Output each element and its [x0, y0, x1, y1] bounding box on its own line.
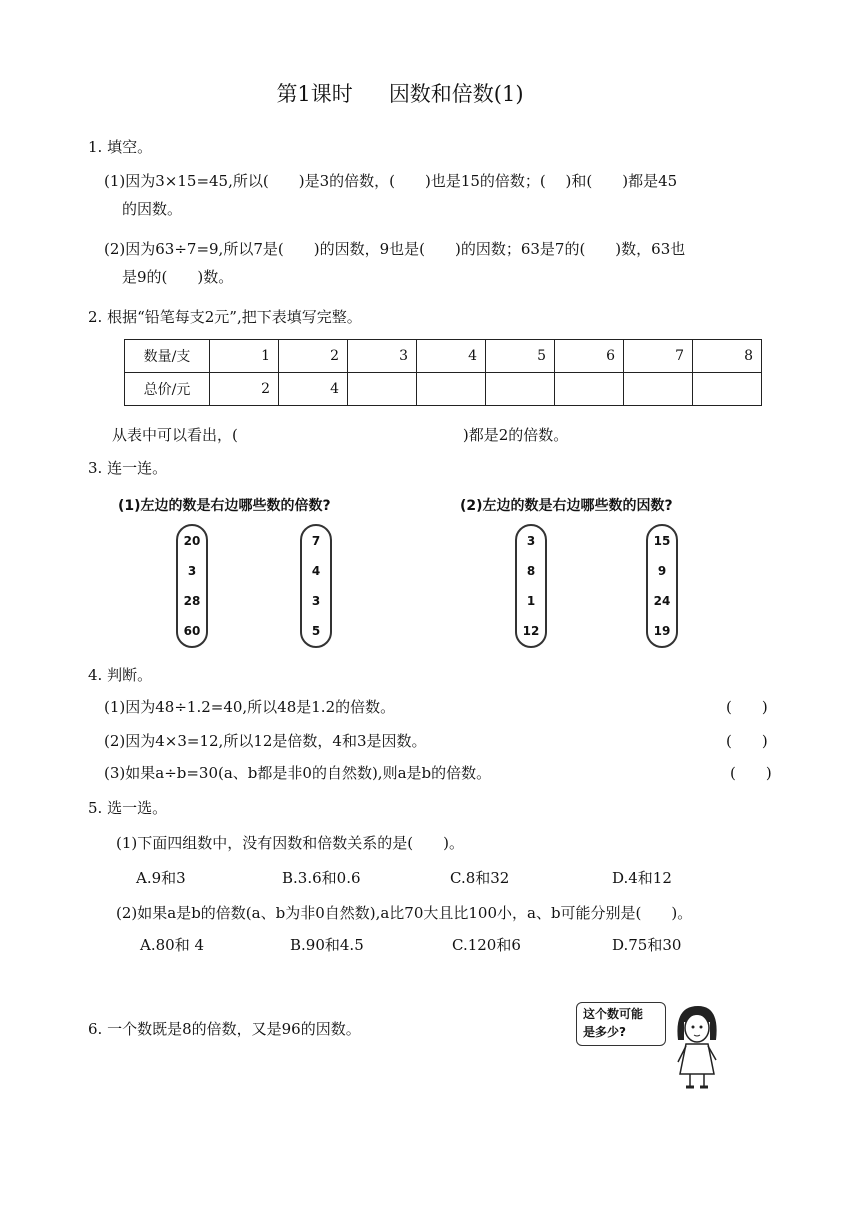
number[interactable]: 3: [311, 594, 321, 608]
number[interactable]: 12: [522, 624, 540, 638]
number[interactable]: 3: [526, 534, 536, 548]
q4-item-2: (2)因为4×3=12,所以12是倍数，4和3是因数。: [104, 732, 427, 750]
lesson-number: 第1课时: [276, 82, 353, 106]
option[interactable]: C.8和32: [450, 869, 510, 887]
table-cell: 4: [417, 340, 486, 373]
q2-heading: 2. 根据“铅笔每支2元”,把下表填写完整。: [88, 308, 362, 326]
pill-group-2b: [646, 524, 678, 648]
number[interactable]: 28: [183, 594, 201, 608]
number[interactable]: 7: [311, 534, 321, 548]
option[interactable]: C.120和6: [452, 936, 521, 954]
q5-part1: (1)下面四组数中，没有因数和倍数关系的是( )。: [116, 834, 464, 852]
number[interactable]: 8: [526, 564, 536, 578]
answer-cell[interactable]: [417, 373, 486, 406]
table-cell: 6: [555, 340, 624, 373]
option[interactable]: A.9和3: [136, 869, 186, 887]
q1-heading: 1. 填空。: [88, 138, 153, 156]
number[interactable]: 3: [187, 564, 197, 578]
q4-heading: 4. 判断。: [88, 666, 153, 684]
q6-text: 6. 一个数既是8的倍数，又是96的因数。: [88, 1020, 361, 1038]
answer-cell[interactable]: [555, 373, 624, 406]
answer-cell[interactable]: [348, 373, 417, 406]
answer-cell[interactable]: [486, 373, 555, 406]
table-header-quantity: 数量/支: [125, 340, 210, 373]
q3-heading: 3. 连一连。: [88, 459, 168, 477]
q1-part1-line2: 的因数。: [122, 200, 183, 218]
q3-left-title: (1)左边的数是右边哪些数的倍数?: [118, 498, 331, 514]
answer-cell[interactable]: [624, 373, 693, 406]
page-title: [0, 78, 800, 108]
number[interactable]: 20: [183, 534, 201, 548]
pill-group-2a: [515, 524, 547, 648]
number[interactable]: 9: [657, 564, 667, 578]
table-cell: 1: [210, 340, 279, 373]
number[interactable]: 5: [311, 624, 321, 638]
number[interactable]: 15: [653, 534, 671, 548]
number[interactable]: 60: [183, 624, 201, 638]
table-cell: 4: [279, 373, 348, 406]
answer-cell[interactable]: [693, 373, 762, 406]
q5-heading: 5. 选一选。: [88, 799, 168, 817]
number[interactable]: 4: [311, 564, 321, 578]
table-header-price: 总价/元: [125, 373, 210, 406]
number[interactable]: 1: [526, 594, 536, 608]
table-cell: 5: [486, 340, 555, 373]
pill-group-1b: [300, 524, 332, 648]
girl-illustration-icon: [666, 1000, 726, 1092]
answer-paren[interactable]: ( ): [726, 732, 768, 750]
speech-bubble: [576, 1002, 666, 1046]
q3-right-title: (2)左边的数是右边哪些数的因数?: [460, 498, 673, 514]
q4-item-3: (3)如果a÷b=30(a、b都是非0的自然数),则a是b的倍数。: [104, 764, 492, 782]
option[interactable]: B.3.6和0.6: [282, 869, 361, 887]
table-row: [125, 373, 762, 406]
answer-paren[interactable]: ( ): [730, 764, 772, 782]
table-row: [125, 340, 762, 373]
option[interactable]: D.4和12: [612, 869, 672, 887]
option[interactable]: B.90和4.5: [290, 936, 364, 954]
option[interactable]: D.75和30: [612, 936, 682, 954]
pill-group-1a: [176, 524, 208, 648]
q1-part2-line2: 是9的( )数。: [122, 268, 234, 286]
table-cell: 8: [693, 340, 762, 373]
q2-note: 从表中可以看出，( )都是2的倍数。: [112, 426, 569, 444]
table-cell: 2: [210, 373, 279, 406]
table-cell: 7: [624, 340, 693, 373]
answer-paren[interactable]: ( ): [726, 698, 768, 716]
lesson-topic: 因数和倍数(1): [388, 82, 524, 106]
q1-part1-line1: (1)因为3×15=45,所以( )是3的倍数，( )也是15的倍数；( )和( )都是45: [104, 172, 678, 190]
q4-item-1: (1)因为48÷1.2=40,所以48是1.2的倍数。: [104, 698, 396, 716]
number[interactable]: 24: [653, 594, 671, 608]
table-cell: 2: [279, 340, 348, 373]
bubble-line: 是多少?: [583, 1025, 626, 1039]
price-table: [124, 339, 762, 406]
q5-part2: (2)如果a是b的倍数(a、b为非0自然数),a比70大且比100小，a、b可能分别是( )。: [116, 904, 693, 922]
bubble-line: 这个数可能: [583, 1007, 644, 1021]
q1-part2-line1: (2)因为63÷7=9,所以7是( )的因数，9也是( )的因数；63是7的( )数，63也: [104, 240, 686, 258]
table-cell: 3: [348, 340, 417, 373]
option[interactable]: A.80和 4: [140, 936, 204, 954]
number[interactable]: 19: [653, 624, 671, 638]
